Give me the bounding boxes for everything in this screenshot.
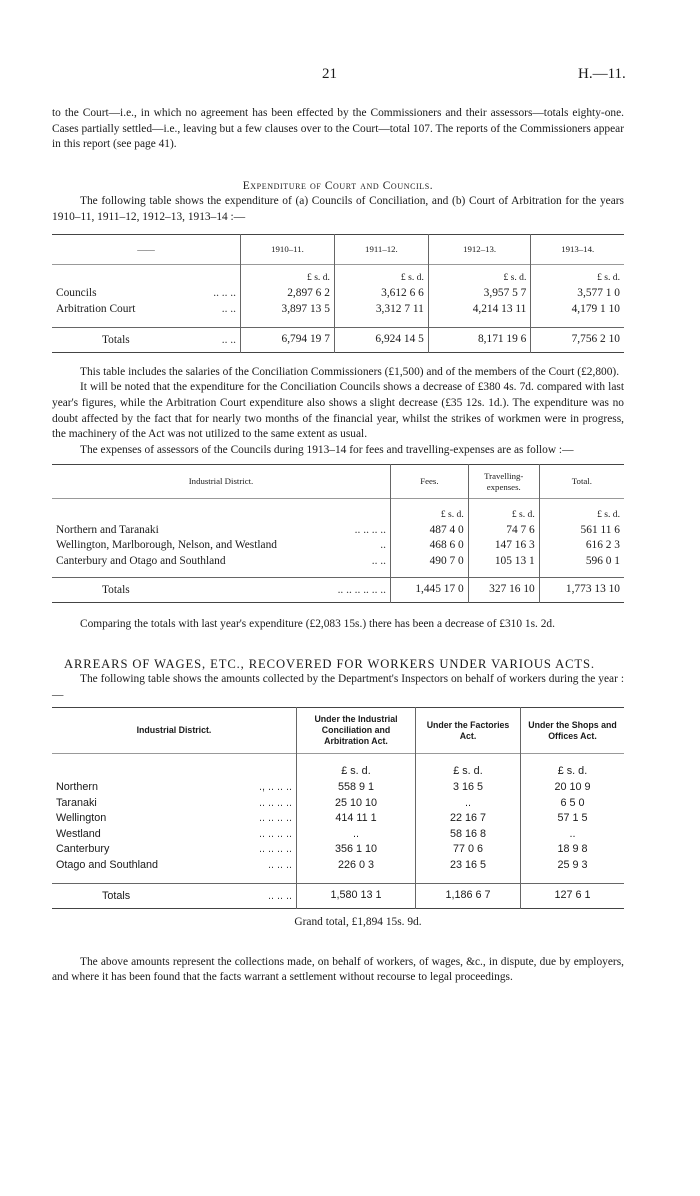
table-row bbox=[52, 554, 624, 570]
cell-value: 616 2 3 bbox=[539, 538, 624, 554]
comparison-paragraph: Comparing the totals with last year's expenditure (£2,083 15s.) there has been a decrease of £310 1s. 2d. bbox=[80, 618, 555, 631]
cell-value: 77 0 6 bbox=[416, 842, 521, 858]
total-value: 1,445 17 0 bbox=[391, 578, 469, 603]
cell-value: 4,214 13 11 bbox=[428, 302, 531, 318]
currency-units: £ s. d. bbox=[297, 754, 416, 780]
grand-total: Grand total, £1,894 15s. 9d. bbox=[294, 916, 422, 929]
column-header: Fees. bbox=[391, 465, 469, 499]
table-row bbox=[52, 858, 624, 874]
table-row bbox=[52, 796, 624, 812]
leader-dots: .. .. bbox=[221, 333, 236, 346]
page-header bbox=[0, 66, 700, 86]
cell-value: 3,612 6 6 bbox=[334, 286, 428, 302]
leader-dots: .. .. bbox=[371, 555, 386, 567]
currency-units: £ s. d. bbox=[428, 264, 531, 286]
row-label: Northern and Taranaki bbox=[56, 523, 159, 536]
row-label: Canterbury and Otago and Southland bbox=[56, 555, 226, 567]
total-value: 127 6 1 bbox=[521, 884, 625, 909]
section-title-expenditure: Expenditure of Court and Councils. bbox=[242, 179, 434, 192]
total-value: 7,756 2 10 bbox=[531, 327, 624, 352]
table-row bbox=[52, 286, 624, 302]
leader-dots: .. .. .. bbox=[268, 890, 292, 903]
row-label: Wellington bbox=[56, 812, 107, 825]
totals-label: Totals bbox=[102, 584, 130, 597]
cell-value: 226 0 3 bbox=[297, 858, 416, 874]
currency-units: £ s. d. bbox=[416, 754, 521, 780]
leader-dots: .. .. .. .. bbox=[259, 812, 292, 825]
column-header: Industrial District. bbox=[188, 476, 254, 487]
cell-value: 3 16 5 bbox=[416, 780, 521, 796]
cell-value: 468 6 0 bbox=[391, 538, 469, 554]
total-value: 6,794 19 7 bbox=[241, 327, 335, 352]
totals-label: Totals bbox=[102, 333, 130, 346]
leader-dots: .. .. .. .. bbox=[354, 523, 386, 536]
leader-dots: .. .. .. bbox=[213, 287, 236, 300]
cell-value: 58 16 8 bbox=[416, 827, 521, 843]
assessors-expenses-table bbox=[52, 464, 624, 603]
expenditure-intro-paragraph: The following table shows the expenditure of (a) Councils of Conciliation, and (b) Court of Arbitration for the years 1910–11, 1911–12, 1912–13, 1913–14 :— bbox=[52, 195, 624, 223]
section-title-arrears: ARREARS OF WAGES, ETC., RECOVERED FOR WORKERS UNDER VARIOUS ACTS. bbox=[64, 656, 595, 671]
currency-units: £ s. d. bbox=[468, 499, 539, 523]
total-value: 1,580 13 1 bbox=[297, 884, 416, 909]
totals-row bbox=[52, 578, 624, 603]
leader-dots: .. .. .. .. .. .. bbox=[337, 584, 386, 597]
currency-units: £ s. d. bbox=[531, 264, 624, 286]
salaries-paragraph: This table includes the salaries of the Conciliation Commissioners (£1,500) and of the members of the Court (£2,800). bbox=[80, 365, 620, 378]
row-label: Otago and Southland bbox=[56, 858, 159, 871]
total-value: 8,171 19 6 bbox=[428, 327, 531, 352]
total-value: 1,773 13 10 bbox=[539, 578, 624, 603]
column-header: Under the Industrial Conciliation and Arbitration Act. bbox=[297, 708, 416, 754]
leader-dots: .. .. .. .. bbox=[259, 827, 292, 840]
row-label: Arbitration Court bbox=[56, 302, 136, 315]
expenditure-table bbox=[52, 234, 624, 353]
cell-value: 105 13 1 bbox=[468, 554, 539, 570]
cell-value: 74 7 6 bbox=[468, 523, 539, 539]
cell-value: 596 0 1 bbox=[539, 554, 624, 570]
totals-label: Totals bbox=[102, 890, 131, 903]
table-row bbox=[52, 780, 624, 796]
currency-units: £ s. d. bbox=[241, 264, 335, 286]
cell-value: 57 1 5 bbox=[521, 811, 625, 827]
cell-value: 3,957 5 7 bbox=[428, 286, 531, 302]
assessors-paragraph: The expenses of assessors of the Councils during 1913–14 for fees and travelling-expenses are as follow :— bbox=[80, 443, 574, 456]
leader-dots: .. .. bbox=[221, 302, 236, 315]
cell-value: .. bbox=[416, 796, 521, 812]
row-label: Councils bbox=[56, 287, 97, 300]
column-header: Industrial District. bbox=[136, 725, 212, 736]
row-label: Wellington, Marlborough, Nelson, and Westland bbox=[56, 539, 277, 552]
cell-value: 147 16 3 bbox=[468, 538, 539, 554]
year-header: 1913–14. bbox=[531, 234, 624, 264]
total-value: 6,924 14 5 bbox=[334, 327, 428, 352]
cell-value: 3,897 13 5 bbox=[241, 302, 335, 318]
cell-value: 4,179 1 10 bbox=[531, 302, 624, 318]
cell-value: 490 7 0 bbox=[391, 554, 469, 570]
cell-value: 25 10 10 bbox=[297, 796, 416, 812]
cell-value: 3,312 7 11 bbox=[334, 302, 428, 318]
year-header: 1910–11. bbox=[241, 234, 335, 264]
totals-row bbox=[52, 327, 624, 352]
leader-dots: .. .. .. bbox=[268, 858, 292, 871]
cell-value: 414 11 1 bbox=[297, 811, 416, 827]
column-header: Travelling-expenses. bbox=[468, 465, 539, 499]
cell-value: 23 16 5 bbox=[416, 858, 521, 874]
cell-value: 558 9 1 bbox=[297, 780, 416, 796]
page-body bbox=[52, 106, 624, 986]
cell-value: 3,577 1 0 bbox=[531, 286, 624, 302]
cell-value: 18 9 8 bbox=[521, 842, 625, 858]
header-placeholder-dash: —— bbox=[137, 243, 155, 254]
cell-value: 6 5 0 bbox=[521, 796, 625, 812]
leader-dots: .. bbox=[380, 539, 386, 552]
row-label: Northern bbox=[56, 780, 99, 793]
leader-dots: .. .. .. .. bbox=[259, 796, 292, 809]
arrears-table bbox=[52, 707, 624, 909]
document-reference: H.—11. bbox=[578, 66, 626, 82]
table-row bbox=[52, 538, 624, 554]
column-header: Total. bbox=[539, 465, 624, 499]
totals-row bbox=[52, 884, 624, 909]
total-value: 327 16 10 bbox=[468, 578, 539, 603]
column-header: Under the Factories Act. bbox=[416, 708, 521, 754]
intro-paragraph: to the Court—i.e., in which no agreement has been effected by the Commissioners and their assessors—totals eighty-one. Cases partially settled—i.e., leaving but a few clauses over to the Court—total 107. The reports of the Commissioners appear in this report (see page 41). bbox=[52, 107, 624, 151]
leader-dots: ., .. .. .. bbox=[259, 780, 292, 793]
row-label: Taranaki bbox=[56, 796, 97, 809]
cell-value: 356 1 10 bbox=[297, 842, 416, 858]
currency-units: £ s. d. bbox=[391, 499, 469, 523]
table-row bbox=[52, 827, 624, 843]
table-row bbox=[52, 842, 624, 858]
arrears-intro-paragraph: The following table shows the amounts collected by the Department's Inspectors on behalf of workers during the year :— bbox=[52, 673, 624, 701]
cell-value: 22 16 7 bbox=[416, 811, 521, 827]
leader-dots: .. .. .. .. bbox=[259, 843, 292, 856]
currency-units: £ s. d. bbox=[521, 754, 625, 780]
cell-value: .. bbox=[297, 827, 416, 843]
cell-value: 25 9 3 bbox=[521, 858, 625, 874]
table-row bbox=[52, 811, 624, 827]
closing-paragraph: The above amounts represent the collections made, on behalf of workers, of wages, &c., in dispute, due by employers, and where it has been found that the facts warrant a settlement without recourse to legal proceedings. bbox=[52, 955, 624, 984]
year-header: 1912–13. bbox=[428, 234, 531, 264]
page-number: 21 bbox=[322, 66, 337, 82]
cell-value: 20 10 9 bbox=[521, 780, 625, 796]
cell-value: 487 4 0 bbox=[391, 523, 469, 539]
decrease-paragraph: It will be noted that the expenditure for the Conciliation Councils shows a decrease of £380 4s. 7d. compared with last year's figures, while the Arbitration Court expenditure also shows a slight decrease (£35 12s. 1d.). The expenditure was no doubt affected by the fact that for nearly two months of the financial year, whilst the strikes of workmen were in progress, the machinery of the Act was not utilized to the same extent as usual. bbox=[52, 381, 624, 441]
cell-value: 2,897 6 2 bbox=[241, 286, 335, 302]
year-header: 1911–12. bbox=[334, 234, 428, 264]
table-row bbox=[52, 523, 624, 539]
row-label: Canterbury bbox=[56, 843, 110, 856]
table-row bbox=[52, 302, 624, 318]
row-label: Westland bbox=[56, 827, 101, 840]
currency-units: £ s. d. bbox=[334, 264, 428, 286]
cell-value: .. bbox=[521, 827, 625, 843]
total-value: 1,186 6 7 bbox=[416, 884, 521, 909]
currency-units: £ s. d. bbox=[539, 499, 624, 523]
column-header: Under the Shops and Offices Act. bbox=[521, 708, 625, 754]
cell-value: 561 11 6 bbox=[539, 523, 624, 539]
